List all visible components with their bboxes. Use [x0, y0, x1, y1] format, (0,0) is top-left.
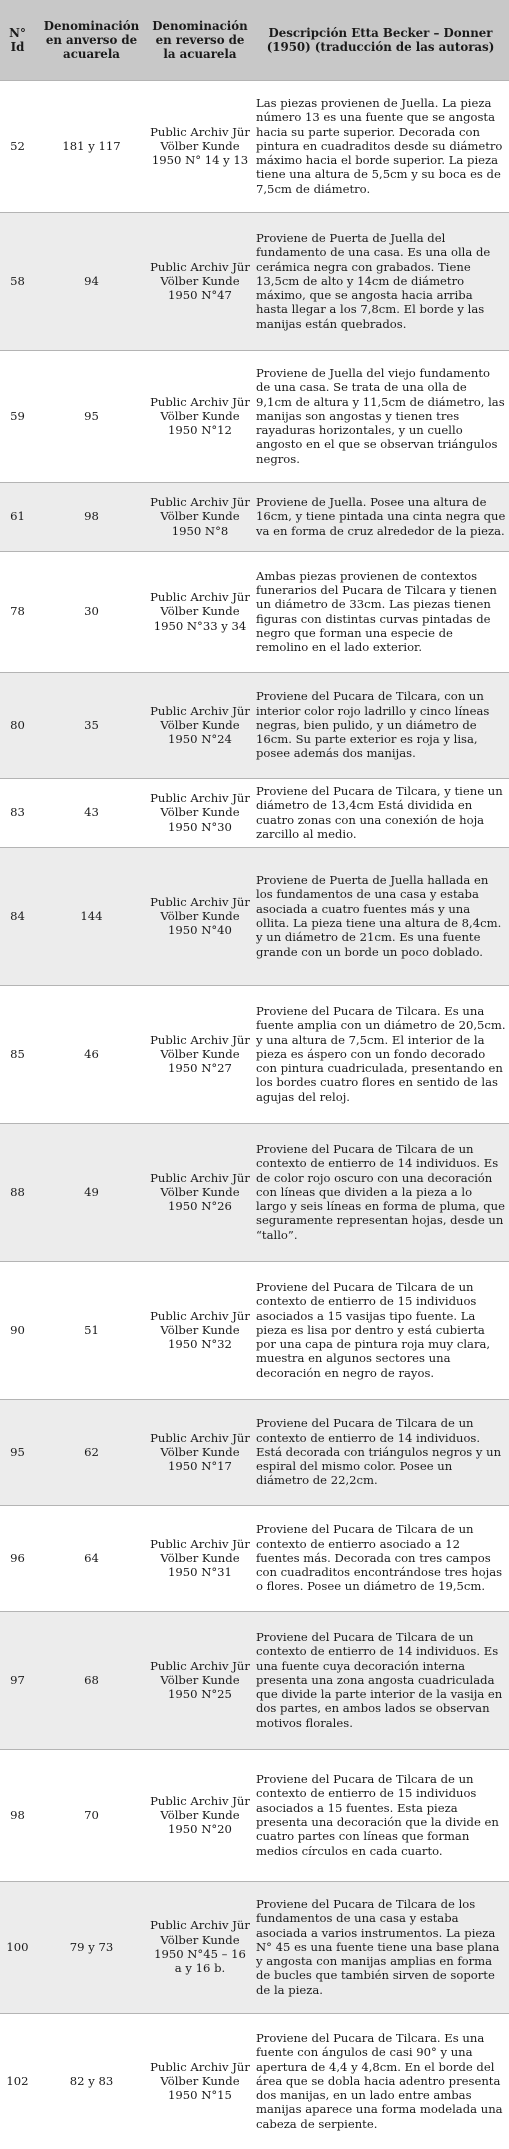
cell-back-name: Public Archiv Jür Völber Kunde 1950 N°17	[148, 1399, 252, 1505]
table-row	[0, 551, 509, 672]
cell-back-name: Public Archiv Jür Völber Kunde 1950 N°25	[148, 1611, 252, 1749]
cell-description: Proviene del Pucara de Tilcara de un contexto de entierro de 14 individuos. Es de color rojo oscuro con una decoración con líneas que dividen a la pieza a lo largo y seis líneas en forma de pluma, que seguramente representan hojas, desde un “tallo”.	[252, 1123, 509, 1261]
cell-front-name: 181 y 117	[35, 80, 148, 212]
cell-front-name: 98	[35, 482, 148, 551]
table-row	[0, 1881, 509, 2013]
cell-id: 83	[0, 778, 35, 847]
table-header	[0, 0, 509, 80]
cell-back-name: Public Archiv Jür Völber Kunde 1950 N°8	[148, 482, 252, 551]
cell-id: 85	[0, 985, 35, 1123]
cell-description: Proviene del Pucara de Tilcara de los fundamentos de una casa y estaba asociada a varios instrumentos. La pieza N° 45 es una fuente tiene una base plana y angosta con manijas amplias en forma de bucles que también sirven de soporte de la pieza.	[252, 1881, 509, 2013]
cell-back-name: Public Archiv Jür Völber Kunde 1950 N°40	[148, 847, 252, 985]
cell-back-name: Public Archiv Jür Völber Kunde 1950 N°45 – 16 a y 16 b.	[148, 1881, 252, 2013]
cell-front-name: 51	[35, 1261, 148, 1399]
cell-front-name: 35	[35, 672, 148, 778]
cell-description: Ambas piezas provienen de contextos funerarios del Pucara de Tilcara y tienen un diámetro de 33cm. Las piezas tienen figuras con distintas curvas pintadas de negro que forman una especie de remolino en el lado exterior.	[252, 551, 509, 672]
cell-back-name: Public Archiv Jür Völber Kunde 1950 N°27	[148, 985, 252, 1123]
header-description: Descripción Etta Becker – Donner (1950) (traducción de las autoras)	[252, 0, 509, 80]
table-row	[0, 1261, 509, 1399]
cell-front-name: 68	[35, 1611, 148, 1749]
cell-back-name: Public Archiv Jür Völber Kunde 1950 N°32	[148, 1261, 252, 1399]
cell-id: 100	[0, 1881, 35, 2013]
table-row	[0, 212, 509, 350]
cell-description: Proviene del Pucara de Tilcara, y tiene un diámetro de 13,4cm Está dividida en cuatro zonas con una conexión de hoja zarcillo al medio.	[252, 778, 509, 847]
cell-id: 88	[0, 1123, 35, 1261]
table-row	[0, 985, 509, 1123]
cell-front-name: 46	[35, 985, 148, 1123]
cell-description: Proviene del Pucara de Tilcara de un contexto de entierro asociado a 12 fuentes más. Decorada con tres campos con cuadraditos encontrándose tres hojas o flores. Posee un diámetro de 19,5cm.	[252, 1505, 509, 1611]
cell-id: 59	[0, 350, 35, 482]
cell-back-name: Public Archiv Jür Völber Kunde 1950 N° 14 y 13	[148, 80, 252, 212]
cell-id: 61	[0, 482, 35, 551]
cell-id: 84	[0, 847, 35, 985]
table-row	[0, 1749, 509, 1881]
table-body	[0, 80, 509, 2149]
cell-back-name: Public Archiv Jür Völber Kunde 1950 N°31	[148, 1505, 252, 1611]
cell-back-name: Public Archiv Jür Völber Kunde 1950 N°33 y 34	[148, 551, 252, 672]
table-row	[0, 482, 509, 551]
cell-back-name: Public Archiv Jür Völber Kunde 1950 N°47	[148, 212, 252, 350]
cell-back-name: Public Archiv Jür Völber Kunde 1950 N°20	[148, 1749, 252, 1881]
cell-id: 80	[0, 672, 35, 778]
cell-front-name: 43	[35, 778, 148, 847]
header-row	[0, 0, 509, 80]
cell-id: 98	[0, 1749, 35, 1881]
cell-front-name: 70	[35, 1749, 148, 1881]
header-id: N° Id	[0, 0, 35, 80]
cell-back-name: Public Archiv Jür Völber Kunde 1950 N°15	[148, 2013, 252, 2149]
cell-id: 90	[0, 1261, 35, 1399]
cell-id: 102	[0, 2013, 35, 2149]
cell-back-name: Public Archiv Jür Völber Kunde 1950 N°12	[148, 350, 252, 482]
header-front-name: Denominación en anverso de acuarela	[35, 0, 148, 80]
cell-description: Proviene de Puerta de Juella hallada en los fundamentos de una casa y estaba asociada a cuatro fuentes más y una ollita. La pieza tiene una altura de 8,4cm. y un diámetro de 21cm. Es una fuente grande con un borde un poco doblado.	[252, 847, 509, 985]
table-row	[0, 847, 509, 985]
cell-id: 96	[0, 1505, 35, 1611]
table-row	[0, 1611, 509, 1749]
cell-description: Proviene de Juella del viejo fundamento de una casa. Se trata de una olla de 9,1cm de altura y 11,5cm de diámetro, las manijas son angostas y tienen tres rayaduras horizontales, y un cuello angosto en el que se observan triángulos negros.	[252, 350, 509, 482]
cell-front-name: 144	[35, 847, 148, 985]
cell-front-name: 82 y 83	[35, 2013, 148, 2149]
cell-description: Proviene del Pucara de Tilcara. Es una fuente con ángulos de casi 90° y una apertura de 4,4 y 4,8cm. En el borde del área que se dobla hacia adentro presenta dos manijas, en un lado entre ambas manijas aparece una forma modelada una cabeza de serpiente.	[252, 2013, 509, 2149]
cell-description: Proviene de Puerta de Juella del fundamento de una casa. Es una olla de cerámica negra con grabados. Tiene 13,5cm de alto y 14cm de diámetro máximo, que se angosta hacia arriba hasta llegar a los 7,8cm. El borde y las manijas están quebrados.	[252, 212, 509, 350]
cell-id: 52	[0, 80, 35, 212]
cell-description: Proviene del Pucara de Tilcara de un contexto de entierro de 14 individuos. Está decorada con triángulos negros y un espiral del mismo color. Posee un diámetro de 22,2cm.	[252, 1399, 509, 1505]
cell-description: Proviene del Pucara de Tilcara, con un interior color rojo ladrillo y cinco líneas negras, bien pulido, y un diámetro de 16cm. Su parte exterior es roja y lisa, posee además dos manijas.	[252, 672, 509, 778]
cell-id: 97	[0, 1611, 35, 1749]
cell-id: 95	[0, 1399, 35, 1505]
cell-description: Proviene del Pucara de Tilcara. Es una fuente amplia con un diámetro de 20,5cm. y una altura de 7,5cm. El interior de la pieza es áspero con un fondo decorado con pintura cuadriculada, presentando en los bordes cuatro flores en sentido de las agujas del reloj.	[252, 985, 509, 1123]
table-row	[0, 778, 509, 847]
cell-front-name: 64	[35, 1505, 148, 1611]
cell-description: Proviene de Juella. Posee una altura de 16cm, y tiene pintada una cinta negra que va en forma de cruz alrededor de la pieza.	[252, 482, 509, 551]
cell-id: 58	[0, 212, 35, 350]
cell-front-name: 30	[35, 551, 148, 672]
table-row	[0, 1123, 509, 1261]
table-row	[0, 350, 509, 482]
cell-description: Las piezas provienen de Juella. La pieza número 13 es una fuente que se angosta hacia su parte superior. Decorada con pintura en cuadraditos desde su diámetro máximo hacia el borde superior. La pieza tiene una altura de 5,5cm y su boca es de 7,5cm de diámetro.	[252, 80, 509, 212]
cell-front-name: 95	[35, 350, 148, 482]
cell-description: Proviene del Pucara de Tilcara de un contexto de entierro de 15 individuos asociados a 15 vasijas tipo fuente. La pieza es lisa por dentro y está cubierta por una capa de pintura roja muy clara, muestra en algunos sectores una decoración en negro de rayos.	[252, 1261, 509, 1399]
cell-back-name: Public Archiv Jür Völber Kunde 1950 N°24	[148, 672, 252, 778]
table-row	[0, 2013, 509, 2149]
cell-description: Proviene del Pucara de Tilcara de un contexto de entierro de 15 individuos asociados a 15 fuentes. Esta pieza presenta una decoración que la divide en cuatro partes con líneas que forman medios círculos en cada cuarto.	[252, 1749, 509, 1881]
cell-front-name: 94	[35, 212, 148, 350]
cell-front-name: 62	[35, 1399, 148, 1505]
cell-id: 78	[0, 551, 35, 672]
cell-description: Proviene del Pucara de Tilcara de un contexto de entierro de 14 individuos. Es una fuente cuya decoración interna presenta una zona angosta cuadriculada que divide la parte interior de la vasija en dos partes, en ambos lados se observan motivos florales.	[252, 1611, 509, 1749]
cell-back-name: Public Archiv Jür Völber Kunde 1950 N°26	[148, 1123, 252, 1261]
cell-front-name: 79 y 73	[35, 1881, 148, 2013]
table-row	[0, 80, 509, 212]
cell-front-name: 49	[35, 1123, 148, 1261]
table-row	[0, 1399, 509, 1505]
cell-back-name: Public Archiv Jür Völber Kunde 1950 N°30	[148, 778, 252, 847]
table-row	[0, 672, 509, 778]
table-row	[0, 1505, 509, 1611]
header-back-name: Denominación en reverso de la acuarela	[148, 0, 252, 80]
